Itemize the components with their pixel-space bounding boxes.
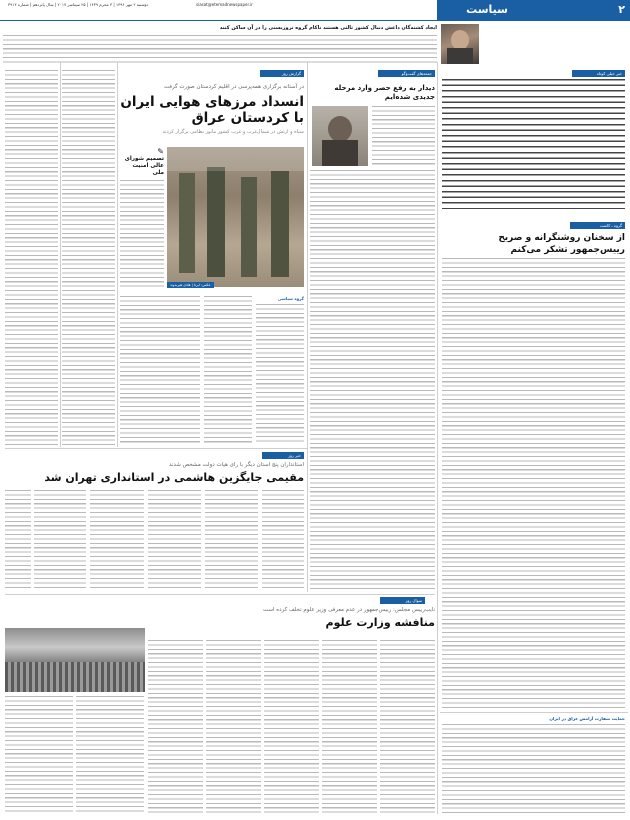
bottom-kicker: نایب‌رییس مجلس: رییس‌جمهور در عدم معرفی وزیر علوم تخلف کرده است — [262, 607, 435, 613]
bottom-col-g — [5, 696, 73, 814]
top-strip-body — [3, 35, 437, 65]
main-side-icon: ✎ — [157, 147, 164, 156]
bottom-col-f — [76, 696, 144, 814]
mid-col-d — [90, 490, 144, 590]
mid-col-e — [34, 490, 86, 590]
interview-intro — [372, 106, 435, 166]
top-strip-headline: ایجاد کشته‌گان داعش دنبال کشور ثالثی هستند ناکام گروه تروریستی را در آن ساکن کنند — [219, 25, 437, 31]
main-photo — [167, 147, 304, 287]
section-title: سیاست — [466, 3, 508, 16]
header-rule — [0, 20, 437, 21]
right-column-headline: از سخنان روشنگرانه و صریح رییس‌جمهور تشکر می‌کنم — [498, 233, 625, 255]
main-headline: انسداد مرزهای هوایی ایران با کردستان عراق — [120, 94, 304, 126]
main-photo-caption: عکس: ایرنا | هادی هیربدوند — [167, 282, 214, 288]
page-header — [0, 0, 630, 21]
right-column-bottom-body — [442, 724, 625, 814]
bottom-col-b — [322, 640, 377, 814]
interview-headline: دیدار به رفع حصر وارد مرحله جدیدی شده‌ایم — [334, 84, 435, 101]
mid-headline: مقیمی جایگزین هاشمی در استانداری تهران شد — [44, 471, 304, 484]
mid-col-b — [205, 490, 258, 590]
left-col-a — [62, 70, 115, 445]
parliament-photo — [5, 628, 145, 692]
dateline: دوشنبه ۲ مهر ۱۳۹۶ | ۳ محرم ۱۴۳۹ | ۲۵ سپتامبر ۲۰۱۷ | سال پانزدهم | شماره ۳۹۱۴ — [8, 2, 149, 7]
main-col-b — [204, 296, 252, 444]
section-email[interactable]: siasat@etemadnewspaper.ir — [196, 2, 253, 7]
main-side-body — [120, 180, 164, 290]
page-number: ۲ — [618, 3, 625, 16]
right-column-body — [442, 258, 625, 708]
brief-tag: خبر خیلی کوتاه — [572, 70, 625, 77]
right-column-bottom-title: حمایت سفارت آرامش عراق در ایران — [549, 716, 625, 721]
bottom-tag: سوال روز — [380, 597, 425, 604]
brief-list — [442, 79, 625, 209]
bottom-headline: منافشه وزارت علوم — [325, 616, 435, 629]
left-col-b — [5, 70, 58, 445]
main-subheadline: سپاه و ارتش در شمال‌غرب و غرب کشور مانور نظامی برگزار کردند — [162, 129, 304, 135]
main-col-c — [120, 296, 200, 444]
interview-photo — [312, 106, 368, 166]
main-side-box — [120, 147, 164, 290]
editorial-tag: گروه ـ کامنت — [570, 222, 625, 229]
portrait-photo — [441, 24, 479, 64]
mid-col-a — [262, 490, 304, 590]
bottom-col-c — [264, 640, 319, 814]
main-kicker: در آستانه برگزاری همه‌پرسی در اقلیم کردستان صورت گرفت — [163, 84, 304, 90]
quote-tag: گروه سیاسی — [277, 296, 304, 301]
interview-tag: جمعه‌های گفت‌وگو — [378, 70, 435, 77]
interview-body — [310, 170, 435, 592]
bottom-col-e — [148, 640, 203, 814]
bottom-col-a — [380, 640, 435, 814]
mid-tag: خبر روز — [262, 452, 304, 459]
report-tag: گزارش روز — [260, 70, 304, 77]
top-strip — [3, 25, 437, 69]
mid-col-f — [5, 490, 31, 590]
bottom-col-d — [206, 640, 261, 814]
main-col-a — [256, 304, 304, 444]
mid-col-c — [148, 490, 201, 590]
mid-kicker: استانداران پنج استان دیگر با رای هیات دولت مشخص شدند — [168, 462, 304, 468]
main-side-headline: تصمیم شورای عالی امنیت ملی — [124, 156, 164, 176]
